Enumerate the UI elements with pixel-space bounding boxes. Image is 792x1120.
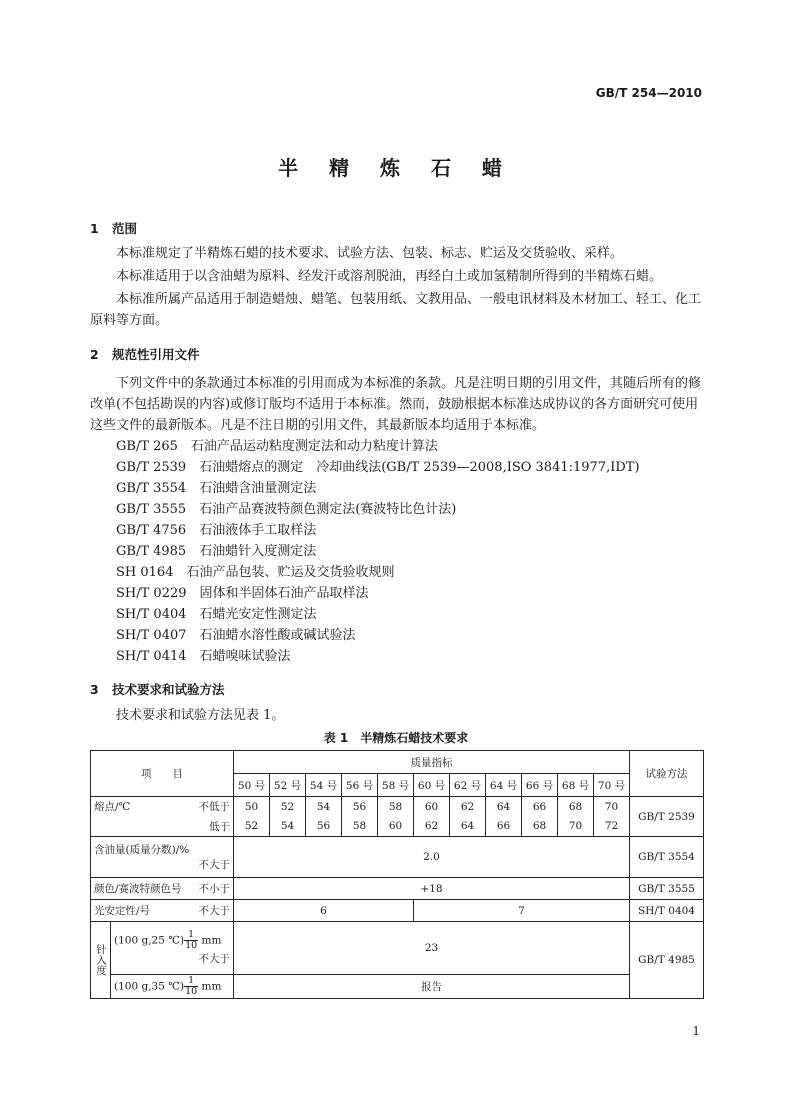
melting-min-value: 64 <box>486 797 522 817</box>
standard-code: GB/T 254—2010 <box>595 86 702 100</box>
reference-item: SH/T 0407 石油蜡水溶性酸或碱试验法 <box>116 628 356 643</box>
section-number: 2 <box>90 347 99 362</box>
light-label: 光安定性/号 <box>94 905 151 917</box>
reference-item: GB/T 2539 石油蜡熔点的测定 冷却曲线法(GB/T 2539—2008,ISO 3841:1977,IDT) <box>116 460 640 475</box>
paragraph: 本标准所属产品适用于制造蜡烛、蜡笔、包装用纸、文教用品、一般电讯材料及木材加工、轻工、化工原料等方面。 <box>90 292 702 328</box>
light-label-cell <box>91 900 234 922</box>
melting-min-value: 52 <box>270 797 306 817</box>
light-value-b: 7 <box>414 900 630 922</box>
melting-min-value: 56 <box>342 797 378 817</box>
color-method: GB/T 3555 <box>630 878 704 900</box>
oil-value: 2.0 <box>234 837 630 878</box>
penetration-method: GB/T 4985 <box>630 922 704 999</box>
reference-item: SH 0164 石油产品包装、贮运及交货验收规则 <box>116 565 395 580</box>
melting-min-qualifier: 不低于 <box>198 801 230 814</box>
grade-header: 50 号 <box>234 774 270 797</box>
penetration-value-2: 报告 <box>234 975 630 999</box>
spec-table <box>90 750 704 999</box>
table-caption: 表 1 半精炼石蜡技术要求 <box>323 731 469 745</box>
section-title: 规范性引用文件 <box>112 347 200 362</box>
reference-item: GB/T 4756 石油液体手工取样法 <box>116 523 317 538</box>
melting-min-value: 58 <box>378 797 414 817</box>
penetration-unit1: mm <box>201 934 222 947</box>
fraction-denominator: 10 <box>185 986 198 997</box>
section-2-heading <box>90 345 200 363</box>
reference-item: SH/T 0404 石蜡光安定性测定法 <box>116 607 317 622</box>
reference-item: GB/T 3555 石油产品赛波特颜色测定法(赛波特比色计法) <box>116 502 457 517</box>
grade-header: 56 号 <box>342 774 378 797</box>
penetration-qualifier: 不大于 <box>198 953 230 965</box>
document-title: 半 精 炼 石 蜡 <box>278 156 514 180</box>
oil-qualifier: 不大于 <box>198 859 230 871</box>
grade-header: 70 号 <box>594 774 630 797</box>
oil-method: GB/T 3554 <box>630 837 704 878</box>
melting-max-qualifier: 低于 <box>209 820 230 833</box>
fraction <box>184 930 198 951</box>
paragraph: 下列文件中的条款通过本标准的引用而成为本标准的条款。凡是注明日期的引用文件，其随后所有的修改单(不包括勘误的内容)或修订版均不适用于本标准。然而，鼓励根据本标准达成协议的各方面研究可使用这些文件的最新版本。凡是不注日期的引用文件，其最新版本均适用于本标准。 <box>90 376 702 433</box>
melting-min-value: 70 <box>594 797 630 817</box>
reference-item: GB/T 265 石油产品运动粘度测定法和动力粘度计算法 <box>116 439 438 454</box>
melting-max-value: 60 <box>378 817 414 837</box>
reference-item: SH/T 0229 固体和半固体石油产品取样法 <box>116 586 369 601</box>
melting-max-value: 54 <box>270 817 306 837</box>
section-title: 技术要求和试验方法 <box>112 682 225 697</box>
reference-item: GB/T 3554 石油蜡含油量测定法 <box>116 481 317 496</box>
fraction <box>184 976 198 997</box>
grade-header: 52 号 <box>270 774 306 797</box>
grade-header: 62 号 <box>450 774 486 797</box>
penetration-cond2: (100 g,35 ℃) <box>114 980 185 993</box>
color-qualifier: 不小于 <box>198 883 230 895</box>
section-number: 1 <box>90 221 99 236</box>
reference-item: SH/T 0414 石蜡嗅味试验法 <box>116 649 291 664</box>
color-value: +18 <box>234 878 630 900</box>
penetration-row2-label <box>111 975 234 999</box>
grade-header: 58 号 <box>378 774 414 797</box>
penetration-unit2: mm <box>201 980 222 993</box>
paragraph: 本标准适用于以含油蜡为原料、经发汗或溶剂脱油，再经白土或加氢精制所得到的半精炼石蜡。 <box>116 269 663 284</box>
paragraph: 本标准规定了半精炼石蜡的技术要求、试验方法、包装、标志、贮运及交货验收、采样。 <box>116 246 624 261</box>
penetration-label-cell <box>91 922 111 999</box>
section-title: 范围 <box>112 221 138 236</box>
melting-label-cell <box>91 797 234 817</box>
fraction-numerator: 1 <box>184 930 198 941</box>
melting-min-value: 62 <box>450 797 486 817</box>
melting-max-value: 70 <box>558 817 594 837</box>
section-1-heading <box>90 219 137 237</box>
grade-header: 68 号 <box>558 774 594 797</box>
color-label: 颜色/赛波特颜色号 <box>94 883 182 895</box>
melting-max-value: 72 <box>594 817 630 837</box>
oil-label: 含油量(质量分数)/% <box>94 844 190 856</box>
grade-header: 54 号 <box>306 774 342 797</box>
melting-label: 熔点/℃ <box>94 801 131 814</box>
melting-min-value: 50 <box>234 797 270 817</box>
melting-min-value: 68 <box>558 797 594 817</box>
fraction-numerator: 1 <box>184 976 198 987</box>
color-label-cell <box>91 878 234 900</box>
melting-min-value: 60 <box>414 797 450 817</box>
melting-max-value: 52 <box>234 817 270 837</box>
grade-header: 60 号 <box>414 774 450 797</box>
method-header: 试验方法 <box>630 751 704 797</box>
melting-max-value: 58 <box>342 817 378 837</box>
section-3-heading <box>90 680 225 698</box>
light-qualifier: 不大于 <box>198 905 230 917</box>
melting-max-cell <box>91 817 234 837</box>
grade-header: 64 号 <box>486 774 522 797</box>
penetration-row1-label <box>111 922 234 975</box>
section-number: 3 <box>90 682 99 697</box>
melting-max-value: 68 <box>522 817 558 837</box>
page-number: 1 <box>692 1024 700 1038</box>
light-method: SH/T 0404 <box>630 900 704 922</box>
paragraph: 技术要求和试验方法见表 1。 <box>116 708 285 723</box>
melting-max-value: 64 <box>450 817 486 837</box>
penetration-cond1: (100 g,25 ℃) <box>114 934 185 947</box>
melting-method: GB/T 2539 <box>630 797 704 837</box>
reference-item: GB/T 4985 石油蜡针入度测定法 <box>116 544 317 559</box>
melting-min-value: 66 <box>522 797 558 817</box>
penetration-value-1: 23 <box>234 922 630 975</box>
item-header: 项 目 <box>91 751 234 797</box>
penetration-label: 针入度 <box>95 944 107 976</box>
light-value-a: 6 <box>234 900 414 922</box>
quality-header: 质量指标 <box>234 751 630 774</box>
melting-max-value: 56 <box>306 817 342 837</box>
melting-max-value: 62 <box>414 817 450 837</box>
fraction-denominator: 10 <box>185 940 198 951</box>
oil-label-cell <box>91 837 234 878</box>
grade-header: 66 号 <box>522 774 558 797</box>
melting-min-value: 54 <box>306 797 342 817</box>
melting-max-value: 66 <box>486 817 522 837</box>
